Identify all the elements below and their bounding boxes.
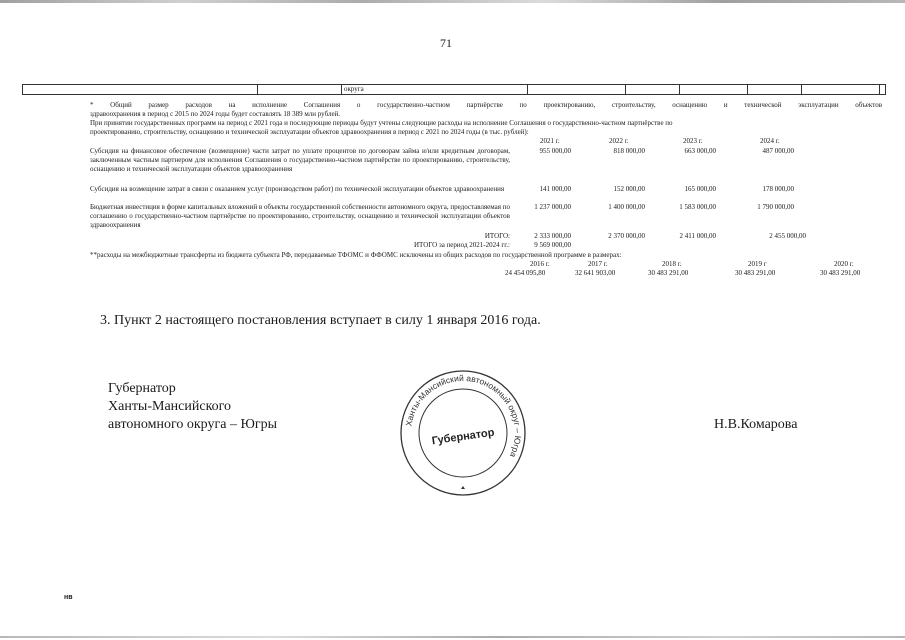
stamp-center-text: Губернатор <box>431 426 496 448</box>
table-cell-label: округа <box>342 85 528 94</box>
footnote-2-year: 2019 г <box>748 260 767 268</box>
signature-title-line-3: автономного округа – Югры <box>108 417 277 432</box>
signature-title-line-1: Губернатор <box>108 381 176 396</box>
footnote-2-value: 32 641 903,00 <box>575 269 616 277</box>
official-stamp <box>398 368 528 498</box>
year-header: 2023 г. <box>683 137 703 145</box>
table-cell <box>802 85 880 94</box>
footnote-2-value: 30 483 291,00 <box>648 269 689 277</box>
total-value: 2 370 000,00 <box>608 232 645 240</box>
total-value: 2 455 000,00 <box>769 232 806 240</box>
signature-title <box>108 380 277 434</box>
table-cell <box>880 85 885 94</box>
expense-value: 1 790 000,00 <box>757 203 794 211</box>
footnote-2-value: 24 454 095,80 <box>505 269 546 277</box>
footnote-2-text: **расходы на межбюджетные трансферты из бюджета субъекта РФ, передаваемые ТФОМС и ФФОМС исключены из общих расходов по государственной программе в размерах: <box>90 251 622 259</box>
footnote-2-year: 2018 г. <box>662 260 682 268</box>
table-cell <box>626 85 680 94</box>
expense-value: 1 400 000,00 <box>608 203 645 211</box>
expense-row-label: Бюджетная инвестиция в форме капитальных вложений в объекты государственной собственности автономного округа, предоставляемая по соглашению о государственно-частном партнёрстве по проектированию, строительству, оснащению и технической эксплуатации объектов здравоохранения <box>90 203 510 229</box>
footnote-1-line-4: проектированию, строительству, оснащению и технической эксплуатации объектов здравоохранения в период с 2021 по 2024 годы (в тыс. рублей): <box>90 128 529 136</box>
year-header: 2021 г. <box>540 137 560 145</box>
table-cell <box>748 85 802 94</box>
total-label: ИТОГО: <box>484 232 510 240</box>
period-total-label: ИТОГО за период 2021-2024 гг.: <box>413 241 510 249</box>
table-cell <box>680 85 748 94</box>
footnote-1-line-3: При принятии государственных программ на период с 2021 года и последующие периоды будут учтены следующие расходы на исполнение Соглашения о государственно-частном партнёрстве по <box>90 119 673 127</box>
expense-value: 1 237 000,00 <box>534 203 571 211</box>
main-paragraph: 3. Пункт 2 настоящего постановления вступает в силу 1 января 2016 года. <box>100 313 541 328</box>
table-row <box>22 84 886 95</box>
footnote-1-line-1: * Общий размер расходов на исполнение Соглашения о государственно-частном партнёрстве по проектированию, строительству, оснащению и технической эксплуатации объектов <box>90 101 882 109</box>
scan-edge-bottom <box>0 636 905 638</box>
expense-value: 663 000,00 <box>684 147 716 155</box>
signature-title-line-2: Ханты-Мансийского <box>108 399 232 414</box>
expense-value: 141 000,00 <box>539 185 571 193</box>
expense-value: 818 000,00 <box>613 147 645 155</box>
footnote-2-year: 2016 г. <box>530 260 550 268</box>
year-header: 2022 г. <box>609 137 629 145</box>
total-value: 2 333 000,00 <box>534 232 571 240</box>
expense-value: 1 583 000,00 <box>679 203 716 211</box>
star-icon <box>461 486 465 489</box>
expense-value: 165 000,00 <box>684 185 716 193</box>
total-value: 2 411 000,00 <box>679 232 716 240</box>
page-number: 71 <box>440 36 452 50</box>
expense-row-label: Субсидия на возмещение затрат в связи с оказанием услуг (производством работ) по технической эксплуатации объектов здравоохранения <box>90 185 505 193</box>
signature-name: Н.В.Комарова <box>714 417 798 432</box>
stamp-ring-text: Ханты-Мансийский автономный округ – Югра <box>403 372 524 459</box>
footnote-1-line-2: здравоохранения в период с 2015 по 2024 годы будет составлять 18 389 млн рублей. <box>90 110 341 118</box>
year-header: 2024 г. <box>760 137 780 145</box>
expense-value: 178 000,00 <box>762 185 794 193</box>
expense-value: 955 000,00 <box>539 147 571 155</box>
footnote-2-year: 2017 г. <box>588 260 608 268</box>
corner-mark: нв <box>64 594 73 601</box>
expense-value: 487 000,00 <box>762 147 794 155</box>
footnote-2-value: 30 483 291,00 <box>735 269 776 277</box>
scan-edge-top <box>0 0 905 3</box>
period-total-value: 9 569 000,00 <box>534 241 571 249</box>
table-cell <box>528 85 626 94</box>
footnote-2-year: 2020 г. <box>834 260 854 268</box>
expense-value: 152 000,00 <box>613 185 645 193</box>
table-cell <box>258 85 342 94</box>
expense-row-label: Субсидия на финансовое обеспечение (возмещение) части затрат по уплате процентов по договорам займа и/или кредитным договорам, заключенным частным партнером для исполнения Соглашения о государственно-частном партнёрстве по проектированию, строительству, оснащению и технической эксплуатации объектов здравоохранения <box>90 147 510 173</box>
table-cell <box>23 85 258 94</box>
footnote-2-value: 30 483 291,00 <box>820 269 861 277</box>
